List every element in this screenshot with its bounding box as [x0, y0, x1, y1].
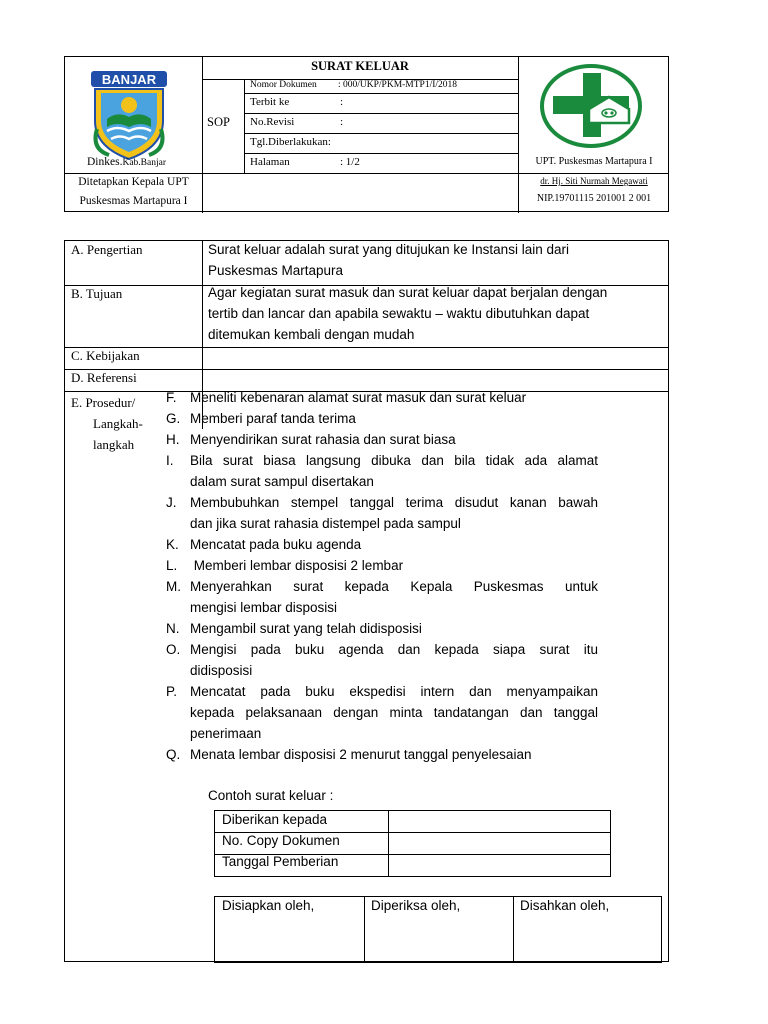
procedure-text: Menata lembar disposisi 2 menurut tanggal penyelesaian	[190, 747, 532, 762]
procedure-text: Mengisi pada buku agenda dan kepada siapa surat itu	[190, 642, 598, 657]
procedure-text: dan jika surat rahasia distempel pada sampul	[190, 516, 461, 531]
contoh-row-label: Diberikan kepada	[222, 812, 328, 827]
procedure-text: dalam surat sampul disertakan	[190, 474, 374, 489]
upt-label: UPT. Puskesmas Martapura I	[535, 156, 653, 167]
procedure-item	[166, 450, 598, 492]
procedure-text: Meneliti kebenaran alamat surat masuk dan surat keluar	[190, 390, 527, 405]
ditetapkan-label: Ditetapkan Kepala UPT Puskesmas Martapura I	[78, 176, 189, 207]
procedure-letter: K.	[166, 537, 179, 552]
procedure-letter: I.	[166, 453, 174, 468]
contoh-row-label: No. Copy Dokumen	[222, 833, 340, 848]
procedure-text: Mencatat pada buku agenda	[190, 537, 362, 552]
signature-disahkan: Disahkan oleh,	[520, 898, 610, 913]
signature-disiapkan: Disiapkan oleh,	[222, 898, 315, 913]
procedure-item	[166, 408, 598, 429]
tujuan-text: Agar kegiatan surat masuk dan surat keluar dapat berjalan dengan tertib dan lancar dan apabila sewaktu – waktu dibutuhkan dapat ditemukan kembali dengan mudah	[208, 285, 608, 342]
signer-nip: NIP.19701115 201001 2 001	[536, 193, 652, 204]
procedure-text: Menyerahkan surat kepada Kepala Puskesmas untuk	[190, 579, 598, 594]
procedure-letter: J.	[166, 495, 177, 510]
procedure-item	[166, 744, 598, 765]
procedure-text: Menyendirikan surat rahasia dan surat biasa	[190, 432, 456, 447]
section-label-referensi: D. Referensi	[71, 370, 137, 385]
procedure-letter: L.	[166, 558, 178, 573]
procedure-text: Bila surat biasa langsung dibuka dan bila tidak ada alamat	[190, 453, 598, 468]
procedure-text: didisposisi	[190, 663, 253, 678]
document-title: SURAT KELUAR	[311, 59, 409, 73]
procedure-item	[166, 555, 598, 576]
meta-halaman-value: : 1/2	[340, 156, 360, 168]
section-label-prosedur: E. Prosedur/ Langkah- langkah	[71, 395, 143, 452]
meta-revisi-label: No.Revisi	[250, 116, 295, 128]
procedure-text: kepada pelaksanaan dengan minta tandatangan dan tanggal	[190, 705, 598, 720]
procedure-text: mengisi lembar disposisi	[190, 600, 338, 615]
meta-nomor-value: : 000/UKP/PKM-MTP1/I/2018	[338, 80, 458, 90]
procedure-letter: N.	[166, 621, 180, 636]
procedure-letter: O.	[166, 642, 181, 657]
meta-nomor-label: Nomor Dokumen	[250, 80, 317, 90]
contoh-title: Contoh surat keluar :	[208, 788, 334, 803]
contoh-table	[214, 810, 611, 877]
sop-header	[64, 56, 669, 212]
procedure-letter: Q.	[166, 747, 181, 762]
procedure-text: Memberi paraf tanda terima	[190, 411, 356, 426]
banjar-logo	[89, 69, 169, 161]
banjar-logo-text: BANJAR	[101, 72, 157, 87]
section-label-kebijakan: C. Kebijakan	[71, 348, 140, 363]
procedure-text: Membubuhkan stempel tanggal terima disudut kanan bawah	[190, 495, 598, 510]
procedure-item	[166, 429, 598, 450]
dinkes-label: Dinkes.Kab.Banjar	[87, 156, 166, 168]
procedure-text: penerimaan	[190, 726, 262, 741]
meta-terbit-label: Terbit ke	[250, 96, 290, 108]
procedure-item	[166, 618, 598, 639]
meta-halaman-label: Halaman	[250, 156, 290, 168]
signature-table	[214, 896, 662, 963]
procedure-letter: F.	[166, 390, 177, 405]
meta-revisi-value: :	[340, 116, 344, 128]
procedure-text: Mengambil surat yang telah didisposisi	[190, 621, 422, 636]
sop-label: SOP	[207, 115, 230, 129]
contoh-row-label: Tanggal Pemberian	[222, 854, 339, 869]
procedure-letter: G.	[166, 411, 181, 426]
procedure-item	[166, 492, 598, 534]
procedure-item	[166, 681, 598, 744]
signer-name: dr. Hj. Siti Nurmah Megawati	[540, 176, 648, 186]
procedure-item	[166, 534, 598, 555]
pengertian-text: Surat keluar adalah surat yang ditujukan ke Instansi lain dari Puskesmas Martapura	[208, 242, 569, 278]
section-label-tujuan: B. Tujuan	[71, 286, 123, 301]
puskesmas-logo	[539, 63, 643, 149]
procedure-item	[166, 387, 598, 408]
meta-terbit-value: :	[340, 96, 344, 108]
procedure-letter: P.	[166, 684, 178, 699]
signature-diperiksa: Diperiksa oleh,	[371, 898, 461, 913]
procedure-letter: H.	[166, 432, 180, 447]
procedure-text: Mencatat pada buku ekspedisi intern dan menyampaikan	[190, 684, 598, 699]
meta-tgl-label: Tgl.Diberlakukan:	[250, 136, 331, 148]
section-label-pengertian: A. Pengertian	[71, 242, 143, 257]
procedure-text: Memberi lembar disposisi 2 lembar	[190, 558, 404, 573]
procedure-item	[166, 639, 598, 681]
procedure-item	[166, 576, 598, 618]
procedure-letter: M.	[166, 579, 181, 594]
